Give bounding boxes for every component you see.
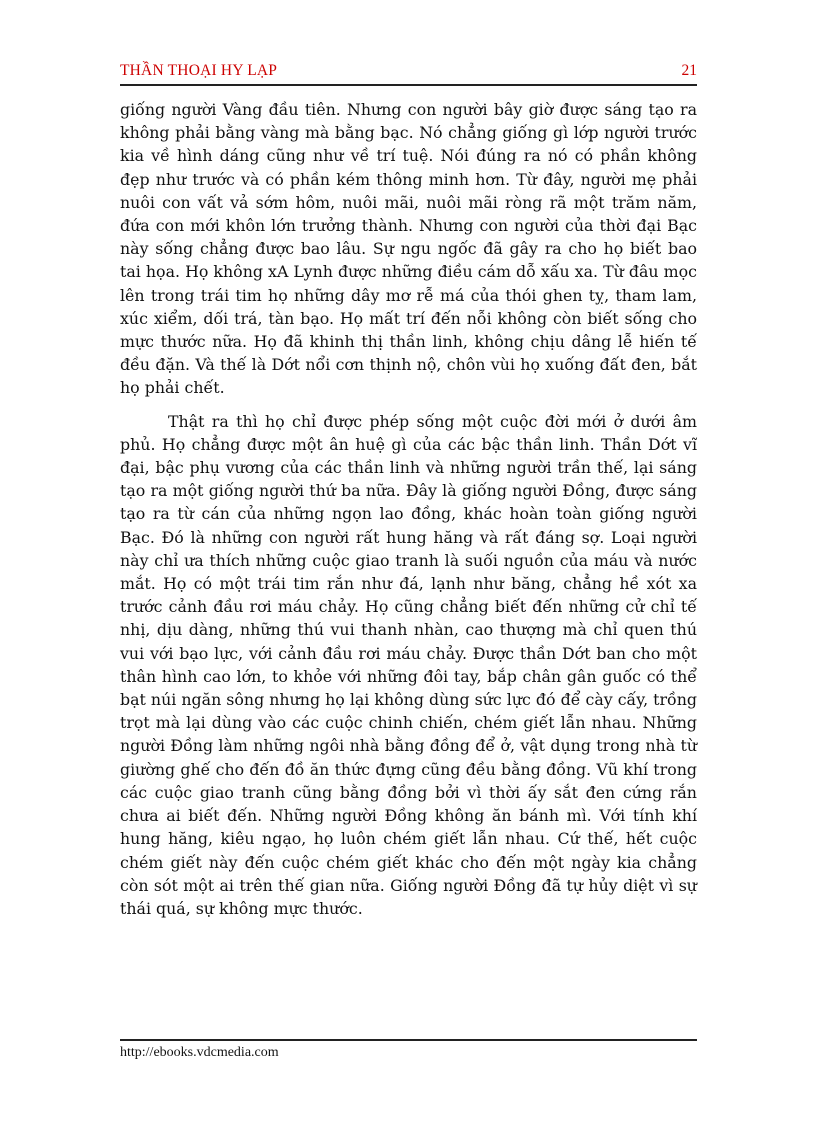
body-text	[120, 98, 697, 920]
footer-divider	[120, 1039, 697, 1041]
book-title: THẦN THOẠI HY LẠP	[120, 62, 278, 79]
header-divider	[120, 84, 697, 86]
footer-url[interactable]: http://ebooks.vdcmedia.com	[120, 1045, 279, 1060]
paragraph-2: Thật ra thì họ chỉ được phép sống một cuộc đời mới ở dưới âm phủ. Họ chẳng được một ân huệ gì của các bậc thần linh. Thần Dớt vĩ đại, bậc phụ vương của các thần linh và những người trần thế, lại sáng tạo ra một giống người thứ ba nữa. Đây là giống người Đồng, được sáng tạo ra từ cán của những ngọn lao đồng, khác hoàn toàn giống người Bạc. Đó là những con người rất hung hăng và rất đáng sợ. Loại người này chỉ ưa thích những cuộc giao tranh là suối nguồn của máu và nước mắt. Họ có một trái tim rắn như đá, lạnh như băng, chẳng hề xót xa trước cảnh đầu rơi máu chảy. Họ cũng chẳng biết đến những cử chỉ tế nhị, dịu dàng, những thú vui thanh nhàn, cao thượng mà chỉ quen thú vui với bạo lực, với cảnh đầu rơi máu chảy. Được thần Dớt ban cho một thân hình cao lớn, to khỏe với những đôi tay, bắp chân gân guốc có thể bạt núi ngăn sông nhưng họ lại không dùng sức lực đó để cày cấy, trồng trọt mà lại dùng vào các cuộc chinh chiến, chém giết lẫn nhau. Những người Đồng làm những ngôi nhà bằng đồng để ở, vật dụng trong nhà từ giường ghế cho đến đồ ăn thức đựng cũng đều bằng đồng. Vũ khí trong các cuộc giao tranh cũng bằng đồng bởi vì thời ấy sắt đen cứng rắn chưa ai biết đến. Những người Đồng không ăn bánh mì. Với tính khí hung hăng, kiêu ngạo, họ luôn chém giết lẫn nhau. Cứ thế, hết cuộc chém giết này đến cuộc chém giết khác cho đến một ngày kia chẳng còn sót một ai trên thế gian nữa. Giống người Đồng đã tự hủy diệt vì sự thái quá, sự không mực thước.	[120, 411, 697, 918]
page-header	[120, 60, 697, 82]
page-number: 21	[681, 62, 697, 79]
paragraph-1: giống người Vàng đầu tiên. Nhưng con người bây giờ được sáng tạo ra không phải bằng vàng mà bằng bạc. Nó chẳng giống gì lớp người trước kia về hình dáng cũng như về trí tuệ. Nói đúng ra nó có phần không đẹp như trước và có phần kém thông minh hơn. Từ đây, người mẹ phải nuôi con vất vả sớm hôm, nuôi mãi, nuôi mãi ròng rã một trăm năm, đứa con mới khôn lớn trưởng thành. Nhưng con người của thời đại Bạc này sống chẳng được bao lâu. Sự ngu ngốc đã gây ra cho họ biết bao tai họa. Họ không xA Lynh được những điều cám dỗ xấu xa. Từ đâu mọc lên trong trái tim họ những dây mơ rễ má của thói ghen tỵ, tham lam, xúc xiểm, dối trá, tàn bạo. Họ mất trí đến nỗi không còn biết sống cho mực thước nữa. Họ đã khinh thị thần linh, không chịu dâng lễ hiến tế đều đặn. Và thế là Dớt nổi cơn thịnh nộ, chôn vùi họ xuống đất đen, bắt họ phải chết.	[120, 100, 697, 398]
